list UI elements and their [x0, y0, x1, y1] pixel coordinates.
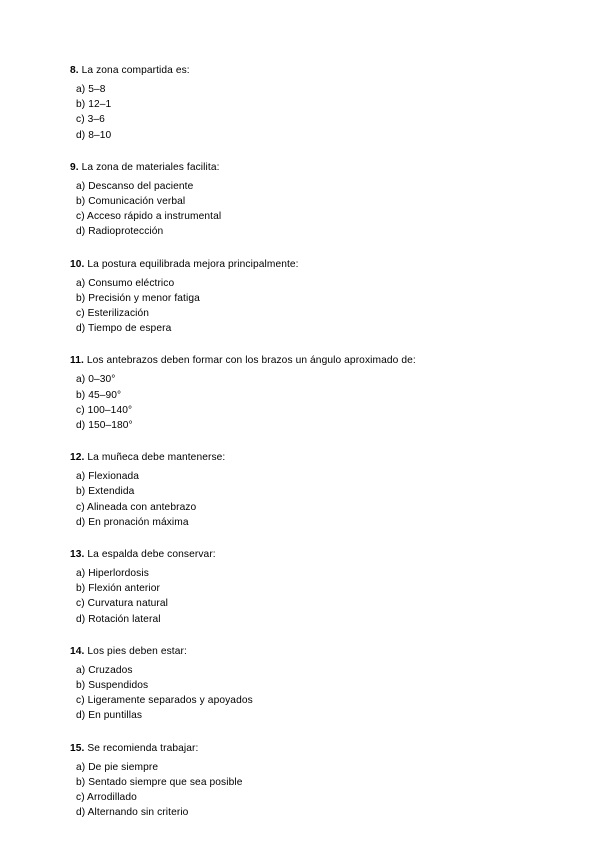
question-block — [70, 161, 530, 240]
option-item[interactable]: d) 8–10 — [76, 129, 112, 141]
question-text: Se recomienda trabajar: — [87, 742, 199, 754]
question-text: La muñeca debe mantenerse: — [87, 452, 226, 464]
option-item[interactable]: b) 45–90° — [76, 389, 122, 401]
question-stem — [70, 258, 530, 272]
question-stem — [70, 354, 530, 368]
question-block — [70, 742, 530, 821]
question-number: 15. — [70, 742, 85, 754]
question-block — [70, 64, 530, 143]
option-item[interactable]: c) Acceso rápido a instrumental — [76, 211, 222, 223]
question-list — [70, 64, 530, 821]
option-item[interactable]: a) Cruzados — [76, 664, 133, 676]
option-item[interactable]: d) Radioprotección — [76, 226, 164, 238]
question-number: 14. — [70, 645, 85, 657]
option-item[interactable]: c) Arrodillado — [76, 792, 137, 804]
option-item[interactable]: b) Suspendidos — [76, 680, 149, 692]
question-text: La espalda debe conservar: — [87, 549, 216, 561]
question-stem — [70, 742, 530, 756]
option-item[interactable]: a) Descanso del paciente — [76, 180, 194, 192]
question-stem — [70, 451, 530, 465]
question-stem — [70, 645, 530, 659]
question-text: La zona de materiales facilita: — [81, 161, 220, 173]
option-item[interactable]: c) Esterilización — [76, 308, 150, 320]
option-item[interactable]: a) 0–30° — [76, 374, 116, 386]
question-number: 12. — [70, 452, 85, 464]
question-block — [70, 354, 530, 433]
option-item[interactable]: d) Tiempo de espera — [76, 323, 172, 335]
option-item[interactable]: c) Curvatura natural — [76, 598, 169, 610]
option-item[interactable]: a) Hiperlordosis — [76, 568, 149, 580]
option-item[interactable]: a) Consumo eléctrico — [76, 277, 175, 289]
option-list — [70, 82, 530, 143]
question-text: Los antebrazos deben formar con los brazos un ángulo aproximado de: — [86, 355, 416, 367]
question-number: 8. — [70, 65, 79, 76]
option-item[interactable]: c) 100–140° — [76, 404, 133, 416]
option-item[interactable]: b) Extendida — [76, 486, 135, 498]
option-item[interactable]: b) Comunicación verbal — [76, 196, 186, 208]
option-item[interactable]: d) 150–180° — [76, 420, 133, 432]
question-number: 13. — [70, 549, 85, 561]
option-item[interactable]: a) De pie siempre — [76, 761, 159, 773]
question-text: La zona compartida es: — [81, 65, 190, 76]
question-stem — [70, 64, 530, 78]
question-stem — [70, 161, 530, 175]
option-list — [70, 566, 530, 627]
question-block — [70, 645, 530, 724]
option-item[interactable]: c) Ligeramente separados y apoyados — [76, 695, 253, 707]
question-stem — [70, 548, 530, 562]
option-item[interactable]: d) En puntillas — [76, 710, 143, 722]
question-block — [70, 548, 530, 627]
option-list — [70, 179, 530, 240]
option-item[interactable]: c) 3–6 — [76, 114, 105, 126]
option-item[interactable]: d) Rotación lateral — [76, 613, 161, 625]
option-item[interactable]: b) Precisión y menor fatiga — [76, 292, 200, 304]
question-number: 10. — [70, 258, 85, 270]
option-item[interactable]: d) En pronación máxima — [76, 516, 189, 528]
option-list — [70, 469, 530, 530]
option-item[interactable]: b) Sentado siempre que sea posible — [76, 776, 243, 788]
option-item[interactable]: c) Alineada con antebrazo — [76, 501, 197, 513]
option-item[interactable]: a) Flexionada — [76, 471, 140, 483]
question-text: La postura equilibrada mejora principalmente: — [87, 258, 299, 270]
question-block — [70, 258, 530, 337]
option-item[interactable]: b) 12–1 — [76, 99, 112, 111]
option-list — [70, 760, 530, 821]
option-list — [70, 663, 530, 724]
option-list — [70, 276, 530, 337]
option-list — [70, 372, 530, 433]
question-text: Los pies deben estar: — [87, 645, 187, 657]
question-number: 11. — [70, 355, 84, 367]
option-item[interactable]: b) Flexión anterior — [76, 583, 161, 595]
option-item[interactable]: a) 5–8 — [76, 84, 106, 95]
option-item[interactable]: d) Alternando sin criterio — [76, 807, 189, 819]
question-number: 9. — [70, 161, 79, 173]
question-block — [70, 451, 530, 530]
